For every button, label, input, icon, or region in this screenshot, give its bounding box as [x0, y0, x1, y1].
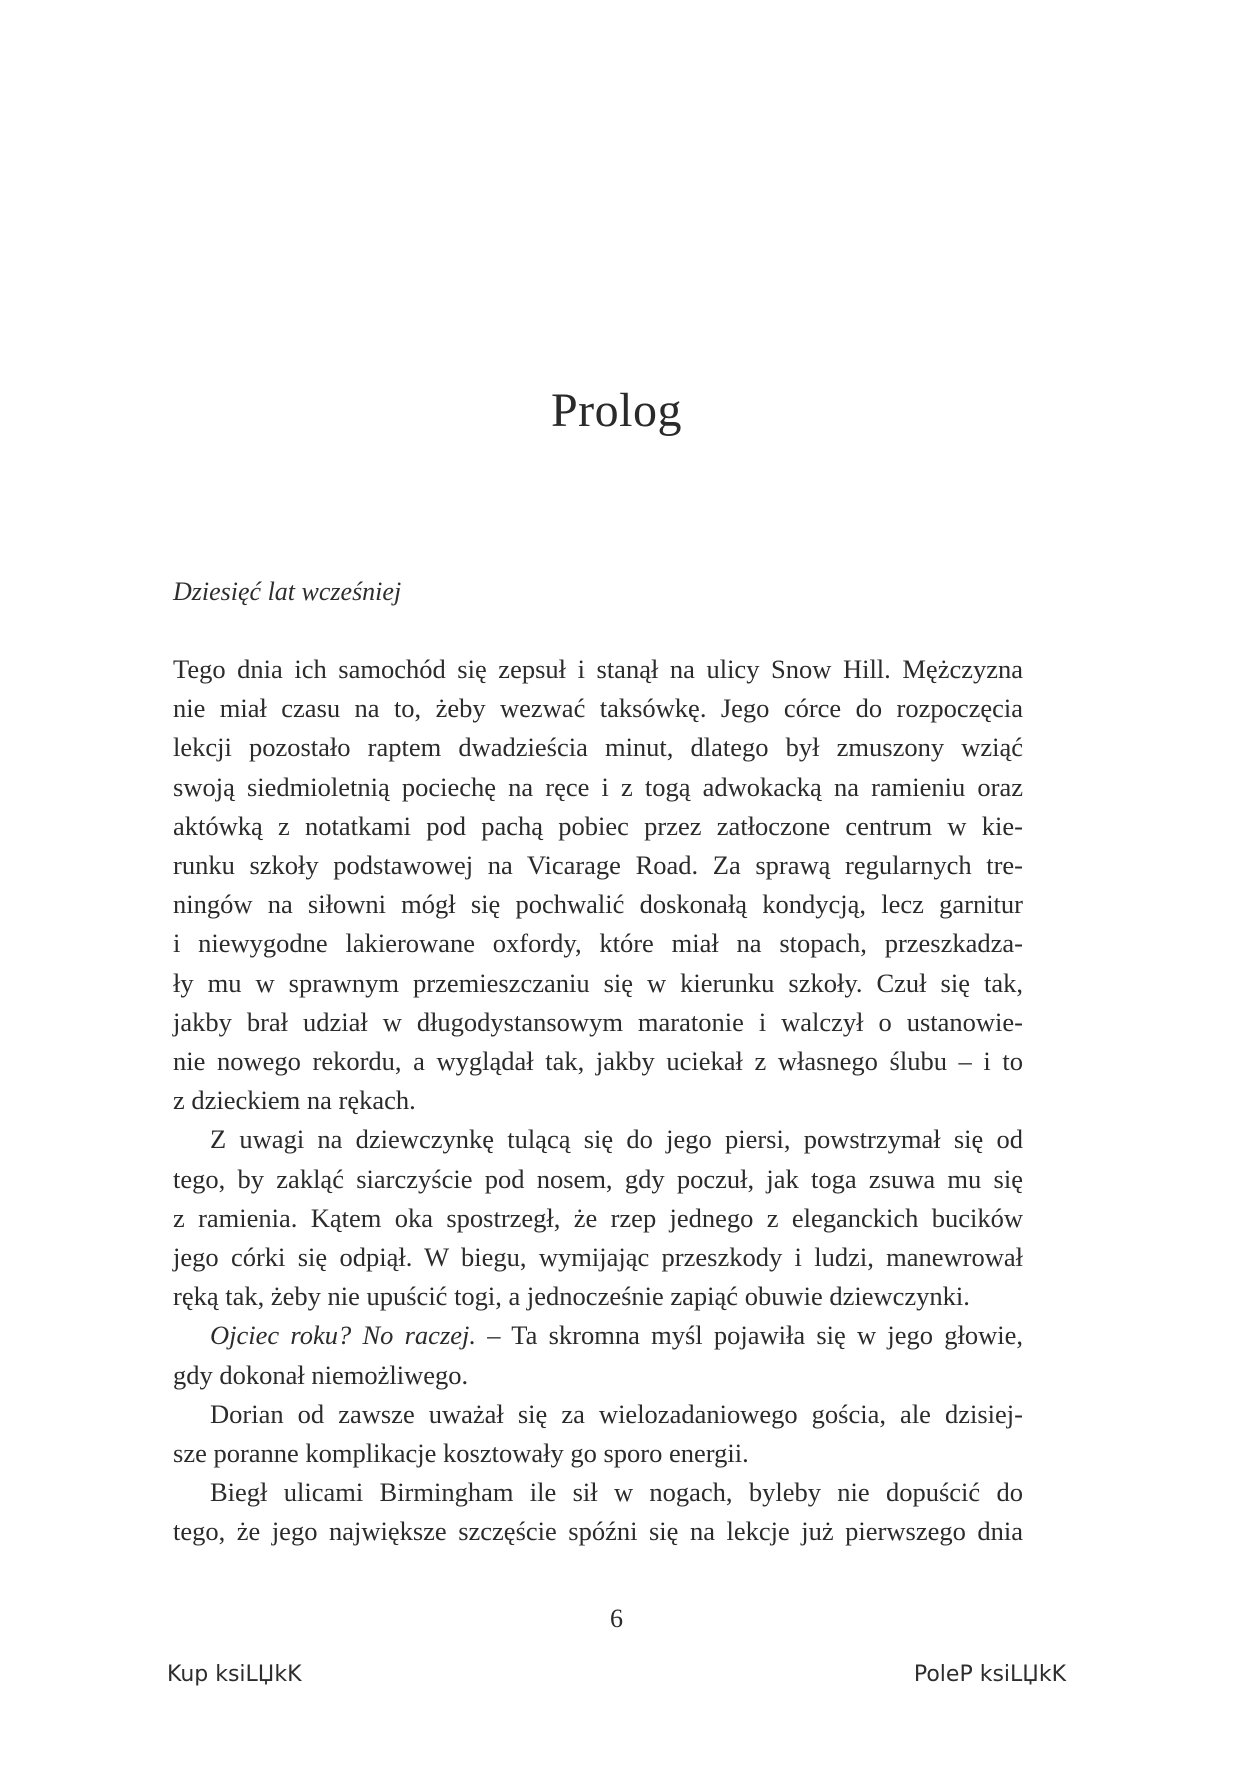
- paragraph: [173, 1395, 1023, 1473]
- text-line: ningów na siłowni mógł się pochwalić doskonałą kondycją, lecz garnitur: [173, 889, 1023, 920]
- text-line: sze poranne komplikacje kosztowały go sporo energii.: [173, 1438, 749, 1469]
- text-line: gdy dokonał niemożliwego.: [173, 1359, 469, 1390]
- text-line: tego, by zakląć siarczyście pod nosem, gdy poczuł, jak toga zsuwa mu się: [173, 1163, 1023, 1194]
- footer-recommend-link[interactable]: [914, 1662, 1066, 1687]
- text-line: i niewygodne lakierowane oxfordy, które miał na stopach, przeszkadza-: [173, 928, 1023, 959]
- paragraph: [173, 1120, 1023, 1316]
- text-line: Biegł ulicami Birmingham ile sił w nogach, byleby nie dopuścić do: [210, 1477, 1023, 1508]
- text-line: nie nowego rekordu, a wyglądał tak, jakby uciekał z własnego ślubu – i to: [173, 1046, 1023, 1077]
- text-line: nie miał czasu na to, żeby wezwać taksówkę. Jego córce do rozpoczęcia: [173, 693, 1023, 724]
- text-line: runku szkoły podstawowej na Vicarage Road. Za sprawą regularnych tre-: [173, 850, 1023, 881]
- text-line: aktówką z notatkami pod pachą pobiec przez zatłoczone centrum w kie-: [173, 810, 1023, 841]
- body-text: [173, 650, 1023, 1552]
- text-line: jego córki się odpiął. W biegu, wymijając przeszkody i ludzi, manewrował: [173, 1242, 1023, 1273]
- text-line: jakby brał udział w długodystansowym maratonie i walczył o ustanowie-: [173, 1006, 1023, 1037]
- text-line: Z uwagi na dziewczynkę tulącą się do jego piersi, powstrzymał się od: [210, 1124, 1023, 1155]
- text-run: – Ta skromna myśl pojawiła się w jego głowie,: [476, 1320, 1023, 1351]
- text-line: tego, że jego największe szczęście spóźni się na lekcje już pierwszego dnia: [173, 1516, 1023, 1547]
- text-line: lekcji pozostało raptem dwadzieścia minut, dlatego był zmuszony wziąć: [173, 732, 1023, 763]
- recommend-book-link[interactable]: PoleP ksiLЏkK: [913, 1662, 1066, 1687]
- text-line: Dorian od zawsze uważał się za wielozadaniowego gościa, ale dzisiej-: [210, 1398, 1023, 1429]
- paragraph: [173, 650, 1023, 1120]
- buy-book-link[interactable]: Kup ksiLЏkK: [167, 1662, 302, 1687]
- text-line: ręką tak, żeby nie upuścić togi, a jednocześnie zapiąć obuwie dziewczynki.: [173, 1281, 970, 1312]
- chapter-subtitle: Dziesięć lat wcześniej: [173, 577, 402, 606]
- text-line: [173, 1316, 1023, 1355]
- text-line: ły mu w sprawnym przemieszczaniu się w kierunku szkoły. Czuł się tak,: [173, 967, 1023, 998]
- text-line: Tego dnia ich samochód się zepsuł i stanął na ulicy Snow Hill. Mężczyzna: [173, 654, 1023, 684]
- paragraph: [173, 1316, 1023, 1394]
- text-line: swoją siedmioletnią pociechę na ręce i z togą adwokacką na ramieniu oraz: [173, 771, 1023, 802]
- footer-buy-link[interactable]: [167, 1662, 302, 1687]
- page-number: 6: [610, 1604, 623, 1633]
- paragraph: [173, 1473, 1023, 1551]
- italic-thought: Ojciec roku? No raczej.: [210, 1320, 477, 1351]
- text-line: z dzieckiem na rękach.: [173, 1085, 416, 1116]
- chapter-title: Prolog: [550, 384, 682, 437]
- text-line: z ramienia. Kątem oka spostrzegł, że rzep jednego z eleganckich bucików: [173, 1202, 1023, 1233]
